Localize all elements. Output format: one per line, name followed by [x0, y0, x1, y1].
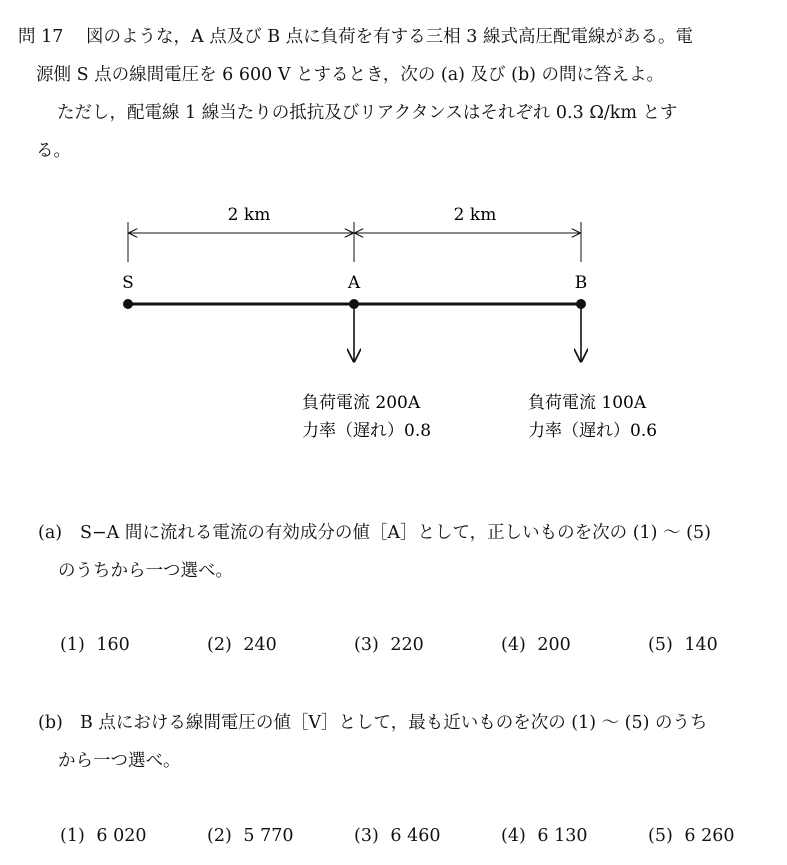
problem-text-line-2: 源側 S 点の線間電圧を 6 600 V とするとき，次の (a) 及び (b) の問に答えよ。: [36, 65, 665, 85]
question-b-choice-2[interactable]: [207, 826, 293, 846]
choice-value: 200: [537, 635, 571, 655]
question-a-text-line-2: のうちから一つ選べ。: [58, 561, 233, 581]
question-b-text-line-1: B 点における線間電圧の値［V］として，最も近いものを次の (1) ～ (5) のうち: [80, 713, 708, 733]
node-label-a: A: [347, 273, 361, 293]
problem-text-line-3: ただし，配電線 1 線当たりの抵抗及びリアクタンスはそれぞれ 0.3 Ω/km とす: [57, 103, 678, 123]
choice-number: (4): [501, 635, 526, 655]
question-a-choice-4[interactable]: [501, 635, 571, 655]
load-a-current: 負荷電流 200A: [302, 393, 421, 413]
choice-number: (1): [60, 635, 85, 655]
problem-text-line-1: 図のような，A 点及び B 点に負荷を有する三相 3 線式高圧配電線がある。電: [86, 27, 693, 47]
load-b-power-factor: 力率（遅れ）0.6: [528, 421, 658, 441]
distance-label-ab: 2 km: [453, 205, 497, 225]
choice-number: (4): [501, 826, 526, 846]
choice-number: (3): [354, 826, 379, 846]
node-s: [123, 299, 133, 309]
question-b-text-line-2: から一つ選べ。: [58, 751, 181, 771]
question-a-choice-3[interactable]: [354, 635, 424, 655]
question-b-choice-1[interactable]: [60, 826, 146, 846]
node-label-b: B: [574, 273, 588, 293]
choice-value: 6 260: [684, 826, 735, 846]
choice-value: 160: [96, 635, 130, 655]
node-label-s: S: [122, 273, 134, 293]
question-b-label: (b): [38, 713, 63, 733]
choice-value: 6 460: [390, 826, 441, 846]
problem-number: 問 17: [18, 27, 64, 47]
choice-value: 5 770: [243, 826, 294, 846]
choice-number: (5): [648, 635, 673, 655]
question-a-label: (a): [38, 523, 63, 543]
load-b-current: 負荷電流 100A: [528, 393, 647, 413]
problem-text-line-4: る。: [36, 141, 71, 161]
question-a-choice-1[interactable]: [60, 635, 130, 655]
choice-value: 220: [390, 635, 424, 655]
choice-number: (2): [207, 635, 232, 655]
question-b-choice-3[interactable]: [354, 826, 440, 846]
choice-value: 6 130: [537, 826, 588, 846]
question-b-choice-5[interactable]: [648, 826, 734, 846]
question-a-choice-5[interactable]: [648, 635, 718, 655]
choice-value: 240: [243, 635, 277, 655]
choice-number: (2): [207, 826, 232, 846]
question-b-choice-4[interactable]: [501, 826, 587, 846]
question-a-choice-2[interactable]: [207, 635, 277, 655]
choice-value: 6 020: [96, 826, 147, 846]
choice-number: (3): [354, 635, 379, 655]
load-a-power-factor: 力率（遅れ）0.8: [302, 421, 432, 441]
question-a-text-line-1: S−A 間に流れる電流の有効成分の値［A］として，正しいものを次の (1) ～ (5): [80, 523, 711, 543]
choice-number: (5): [648, 826, 673, 846]
choice-value: 140: [684, 635, 718, 655]
choice-number: (1): [60, 826, 85, 846]
distance-label-sa: 2 km: [227, 205, 271, 225]
